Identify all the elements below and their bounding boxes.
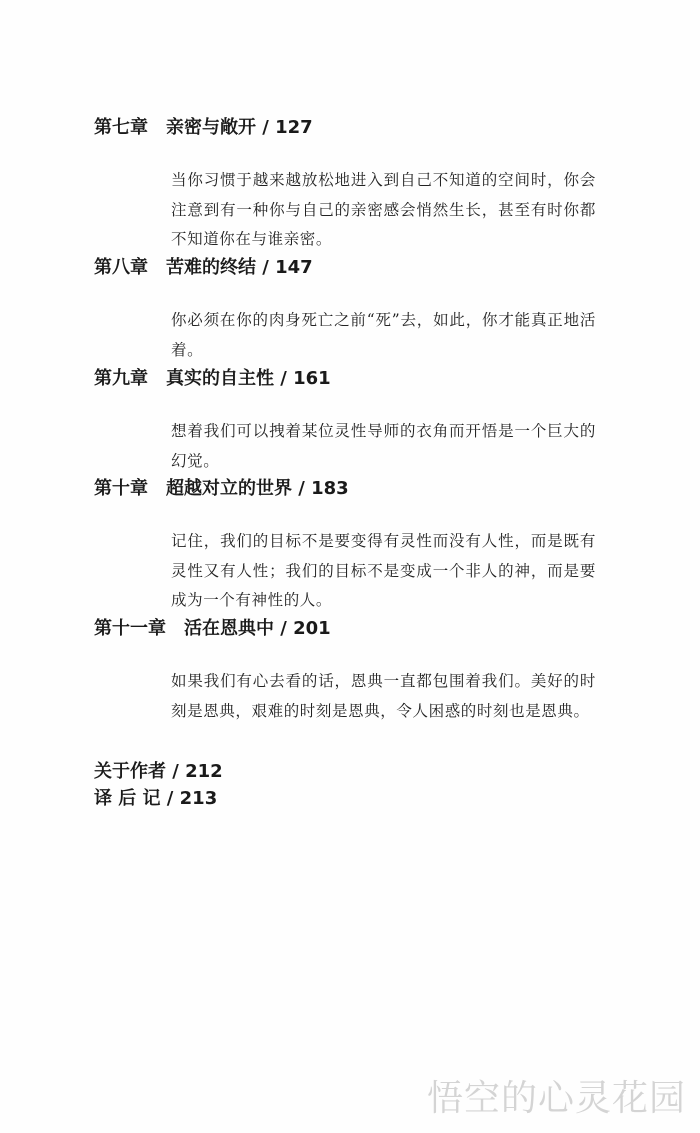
chapter-number: 第八章 [94,257,148,278]
toc-entry-translator-afterword[interactable]: 译 后 记 / 213 [94,788,218,809]
chapter-summary: 当你习惯于越来越放松地进入到自己不知道的空间时，你会注意到有一种你与自己的亲密感会悄然生长，甚至有时你都不知道你在与谁亲密。 [171,171,596,248]
chapter-number: 第七章 [94,117,148,138]
chapter-number: 第九章 [94,368,148,389]
chapter-number: 第十一章 [94,618,166,639]
toc-entry-chapter-8[interactable] [94,256,604,365]
chapter-summary: 想着我们可以拽着某位灵性导师的衣角而开悟是一个巨大的幻觉。 [171,422,596,470]
chapter-summary: 你必须在你的肉身死亡之前“死”去，如此，你才能真正地活着。 [171,311,596,359]
toc-entry-chapter-11[interactable] [94,617,604,726]
toc-entry-chapter-10[interactable] [94,477,604,616]
chapter-title: 真实的自主性 / 161 [166,368,331,389]
chapter-number: 第十章 [94,478,148,499]
chapter-heading[interactable] [94,256,604,280]
chapter-heading[interactable] [94,477,604,501]
toc-entry-about-author[interactable]: 关于作者 / 212 [94,761,223,782]
chapter-summary: 如果我们有心去看的话，恩典一直都包围着我们。美好的时刻是恩典，艰难的时刻是恩典，令人困惑的时刻也是恩典。 [171,672,596,720]
toc-entry-chapter-7[interactable] [94,116,604,255]
watermark-text: 悟空的心灵花园 [426,1078,686,1119]
chapter-heading[interactable] [94,367,604,391]
chapter-title: 亲密与敞开 / 127 [166,117,313,138]
chapter-heading[interactable] [94,617,604,641]
chapter-heading[interactable] [94,116,604,140]
chapter-summary: 记住，我们的目标不是要变得有灵性而没有人性，而是既有灵性又有人性；我们的目标不是变成一个非人的神，而是要成为一个有神性的人。 [171,532,596,609]
chapter-title: 苦难的终结 / 147 [166,257,313,278]
chapter-title: 超越对立的世界 / 183 [166,478,349,499]
toc-entry-chapter-9[interactable] [94,367,604,476]
chapter-title: 活在恩典中 / 201 [184,618,331,639]
